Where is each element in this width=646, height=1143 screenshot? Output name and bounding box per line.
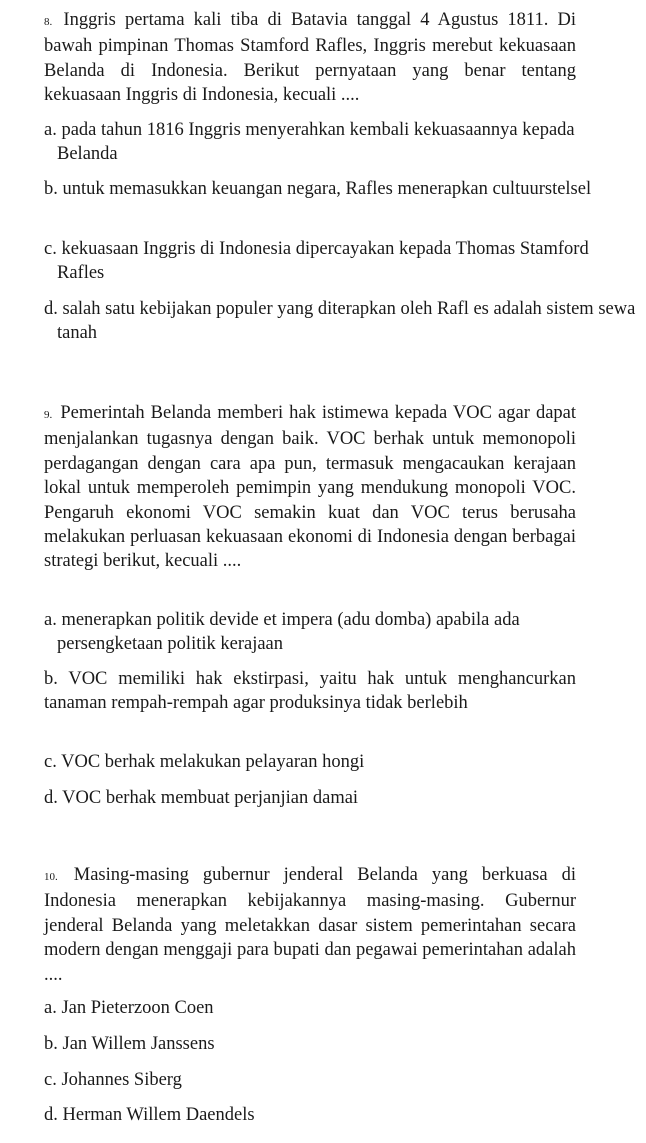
question-8-option-c[interactable]: c. kekuasaan Inggris di Indonesia dipercayakan kepada Thomas Stamford Rafles — [44, 239, 589, 284]
question-8-stem — [44, 8, 576, 108]
question-9-option-b[interactable]: b. VOC memiliki hak ekstirpasi, yaitu hak untuk menghancurkan tanaman rempah-rempah agar produksinya tidak berlebih — [44, 669, 576, 714]
question-8-option-d[interactable]: d. salah satu kebijakan populer yang diterapkan oleh Rafl es adalah sistem sewa tanah — [44, 299, 636, 344]
question-8 — [44, 8, 576, 108]
question-10-option-c[interactable]: c. Johannes Siberg — [44, 1070, 182, 1090]
question-9-number: 9. — [44, 409, 53, 421]
question-9-option-c[interactable]: c. VOC berhak melakukan pelayaran hongi — [44, 752, 365, 772]
question-8-text: Inggris pertama kali tiba di Batavia tanggal 4 Agustus 1811. Di bawah pimpinan Thomas Stamford Rafles, Inggris merebut kekuasaan Belanda di Indonesia. Berikut pernyataan yang benar tentang kekuasaan Inggris di Indonesia, kecuali .... — [44, 10, 576, 106]
question-9-option-d[interactable]: d. VOC berhak membuat perjanjian damai — [44, 788, 359, 808]
question-10-number: 10. — [44, 871, 58, 883]
question-10-stem — [44, 863, 576, 987]
question-8-option-b[interactable]: b. untuk memasukkan keuangan negara, Rafles menerapkan cultuurstelsel — [44, 179, 592, 199]
question-10-option-b[interactable]: b. Jan Willem Janssens — [44, 1034, 215, 1054]
question-9-stem — [44, 401, 576, 574]
question-9 — [44, 401, 576, 574]
question-8-number: 8. — [44, 16, 53, 28]
question-10-option-a[interactable]: a. Jan Pieterzoon Coen — [44, 998, 214, 1018]
question-8-option-a[interactable]: a. pada tahun 1816 Inggris menyerahkan kembali kekuasaannya kepada Belanda — [44, 120, 575, 165]
question-9-text: Pemerintah Belanda memberi hak istimewa kepada VOC agar dapat menjalankan tugasnya dengan baik. VOC berhak untuk memonopoli perdagangan dengan cara apa pun, termasuk mengacaukan kerajaan lokal untuk memperoleh pemimpin yang mendukung monopoli VOC. Pengaruh ekonomi VOC semakin kuat dan VOC terus berusaha melakukan perluasan kekuasaan ekonomi di Indonesia dengan berbagai strategi berikut, kecuali .... — [44, 403, 577, 572]
question-9-option-a[interactable]: a. menerapkan politik devide et impera (adu domba) apabila ada persengketaan politik kerajaan — [44, 610, 520, 655]
question-10-text: Masing-masing gubernur jenderal Belanda yang berkuasa di Indonesia menerapkan kebijakannya masing-masing. Gubernur jenderal Belanda yang meletakkan dasar sistem pemerintahan secara modern dengan menggaji para bupati dan pegawai pemerintahan adalah .... — [44, 865, 576, 985]
question-10-option-d[interactable]: d. Herman Willem Daendels — [44, 1105, 255, 1125]
question-10 — [44, 863, 576, 987]
